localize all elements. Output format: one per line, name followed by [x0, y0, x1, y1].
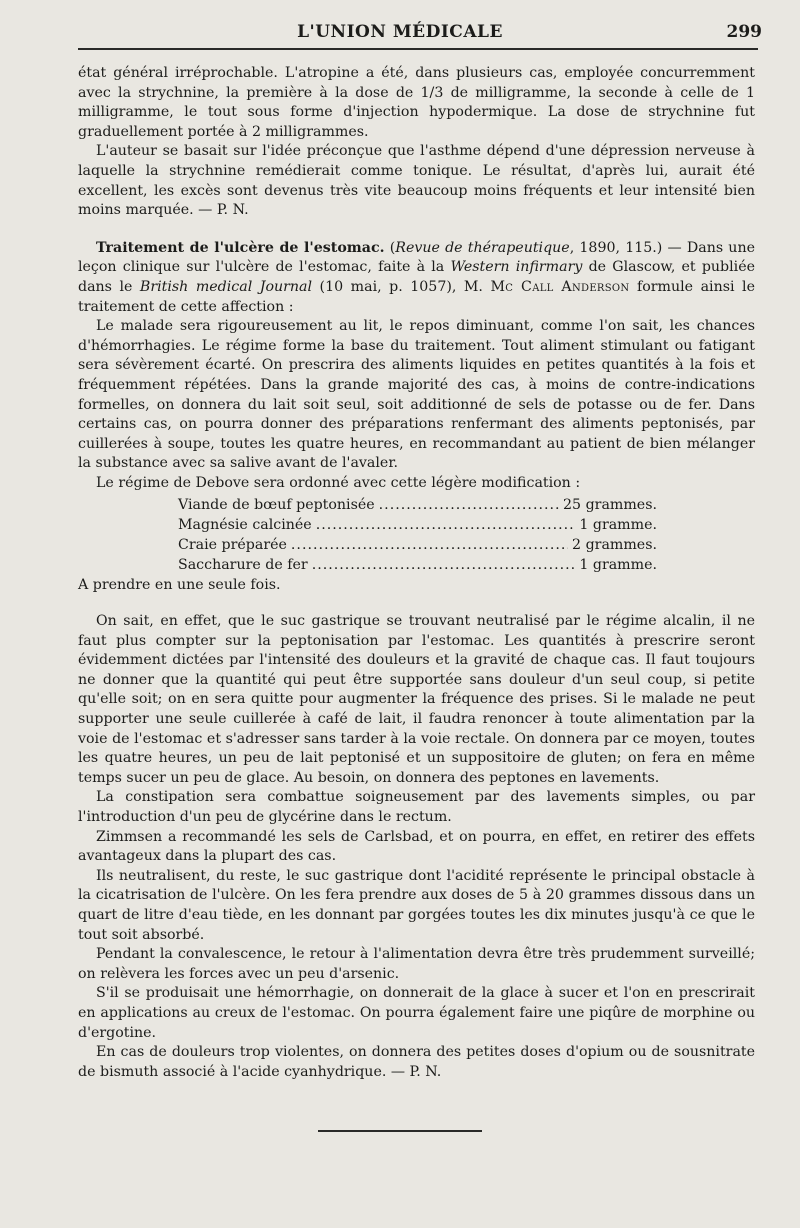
- leader-dots: [316, 516, 576, 536]
- prescription-formula: [78, 496, 755, 576]
- leader-dots: [291, 536, 568, 556]
- source-open: (: [384, 239, 396, 256]
- paragraph-constipation: La constipation sera combattue soigneusement par des lavements simples, ou par l'introduction d'un peu de glycérine dans le rectum.: [78, 789, 755, 825]
- header-rule: [78, 48, 758, 50]
- article-title: Traitement de l'ulcère de l'estomac.: [96, 239, 385, 256]
- formula-row: [178, 516, 657, 536]
- paragraph-regime: Le malade sera rigoureusement au lit, le repos diminuant, comme l'on sait, les chances d'hémorrhagies. Le régime forme la base du traitement. Tout aliment stimulant ou fatigant sera sévèrement écarté. On prescrira des aliments liquides en petites quantités à la fois et fréquemment répétées. Dans la grande majorité des cas, à moins de contre-indications formelles, on donnera du lait soit seul, soit additionné de sels de potasse ou de fer. Dans certains cas, on pourra donner des préparations renfermant des aliments peptonisés, par cuillerées à soupe, toutes les quatre heures, en recommandant au patient de bien mélanger la substance avec sa salive avant de l'avaler.: [78, 318, 755, 472]
- article-intro: [78, 239, 755, 317]
- paragraph-debove: Le régime de Debove sera ordonné avec cette légère modification :: [96, 474, 581, 491]
- formula-note: A prendre en une seule fois.: [78, 577, 281, 594]
- paragraph-hemorrhagie: S'il se produisait une hémorrhagie, on donnerait de la glace à sucer et l'on en prescrirait en applications au creux de l'estomac. On pourra également faire une piqûre de morphine ou d'ergotine.: [78, 985, 755, 1041]
- paragraph-zimmsen: Zimmsen a recommandé les sels de Carlsbad, et on pourra, en effet, en retirer des effets avantageux dans la plupart des cas.: [78, 828, 755, 865]
- formula-row: [178, 556, 657, 576]
- intro-text-3: (10 mai, p. 1057), M.: [312, 278, 491, 295]
- paragraph-asthma-conclusion: L'auteur se basait sur l'idée préconçue que l'asthme dépend d'une dépression nerveuse à laquelle la strychnine remédierait comme tonique. Le résultat, d'après lui, aurait été excellent, les excès sont devenus très vite beaucoup moins fréquents et leur intensité bien moins marquée. — P. N.: [78, 143, 755, 219]
- formula-row: [178, 496, 657, 516]
- hospital-name: Western infirmary: [450, 259, 583, 276]
- page-body: [78, 64, 755, 1082]
- paragraph-peptone: On sait, en effet, que le suc gastrique se trouvant neutralisé par le régime alcalin, il ne faut plus compter sur la peptonisation par l'estomac. Les quantités à prescrire seront évidemment dictées par l'intensité des douleurs et la gravité de chaque cas. Il faut toujours ne donner que la quantité qui peut être supportée sans douleur d'un seul coup, si petite qu'elle soit; on en sera quitte pour augmenter la fréquence des prises. Si le malade ne peut supporter une seule cuillerée à café de lait, il faudra renoncer à toute alimentation par la voie de l'estomac et s'adresser sans tarder à la voie rectale. On donnera par ce moyen, toutes les quatre heures, un peu de lait peptonisé et un suppositoire de gluten; on fera en même temps sucer un peu de glace. Au besoin, on donnera des peptones en lavements.: [78, 613, 755, 786]
- end-rule: [318, 1130, 482, 1132]
- source-journal: Revue de thérapeutique: [395, 239, 570, 256]
- intro-text-4: formule ainsi le traitement de cette affection :: [78, 278, 755, 315]
- formula-quantity: 25 grammes.: [563, 497, 657, 514]
- page-header: [0, 18, 800, 48]
- formula-quantity: 1 gramme.: [579, 517, 657, 534]
- formula-ingredient: Viande de bœuf peptonisée: [178, 497, 375, 514]
- paragraph-convalescence: Pendant la convalescence, le retour à l'alimentation devra être très prudemment surveillé; on relèvera les forces avec un peu d'arsenic.: [78, 946, 755, 982]
- leader-dots: [379, 496, 559, 516]
- running-title: L'UNION MÉDICALE: [297, 22, 503, 42]
- paragraph-neutralisent: Ils neutralisent, du reste, le suc gastrique dont l'acidité représente le principal obstacle à la cicatrisation de l'ulcère. On les fera prendre aux doses de 5 à 20 grammes dissous dans un quart de litre d'eau tiède, en les donnant par gorgées toutes les dix minutes jusqu'à ce que le tout soit absorbé.: [78, 867, 755, 943]
- formula-quantity: 2 grammes.: [572, 537, 657, 554]
- paragraph-douleurs: En cas de douleurs trop violentes, on donnera des petites doses d'opium ou de sousnitrate de bismuth associé à l'acide cyanhydrique. — P. N.: [78, 1044, 755, 1080]
- formula-row: [178, 536, 657, 556]
- intro-text-2: de Glascow, et publiée dans le: [78, 259, 755, 295]
- formula-ingredient: Saccharure de fer: [178, 557, 308, 574]
- formula-ingredient: Magnésie calcinée: [178, 517, 312, 534]
- formula-ingredient: Craie préparée: [178, 537, 287, 554]
- author-name: Mc Call Anderson: [490, 278, 630, 295]
- journal-name-2: British medical Journal: [139, 278, 313, 295]
- paragraph-continuation: état général irréprochable. L'atropine a été, dans plusieurs cas, employée concurremment avec la strychnine, la première à la dose de 1/3 de milligramme, la seconde à celle de 1 milligramme, le tout sous forme d'injection hypodermique. La dose de strychnine fut graduellement portée à 2 milligrammes.: [78, 65, 755, 140]
- formula-quantity: 1 gramme.: [579, 557, 657, 574]
- source-details: , 1890, 115.) — Dans une leçon clinique sur l'ulcère de l'estomac, faite à la: [78, 239, 755, 276]
- page-number: 299: [726, 22, 762, 42]
- leader-dots: [312, 556, 576, 576]
